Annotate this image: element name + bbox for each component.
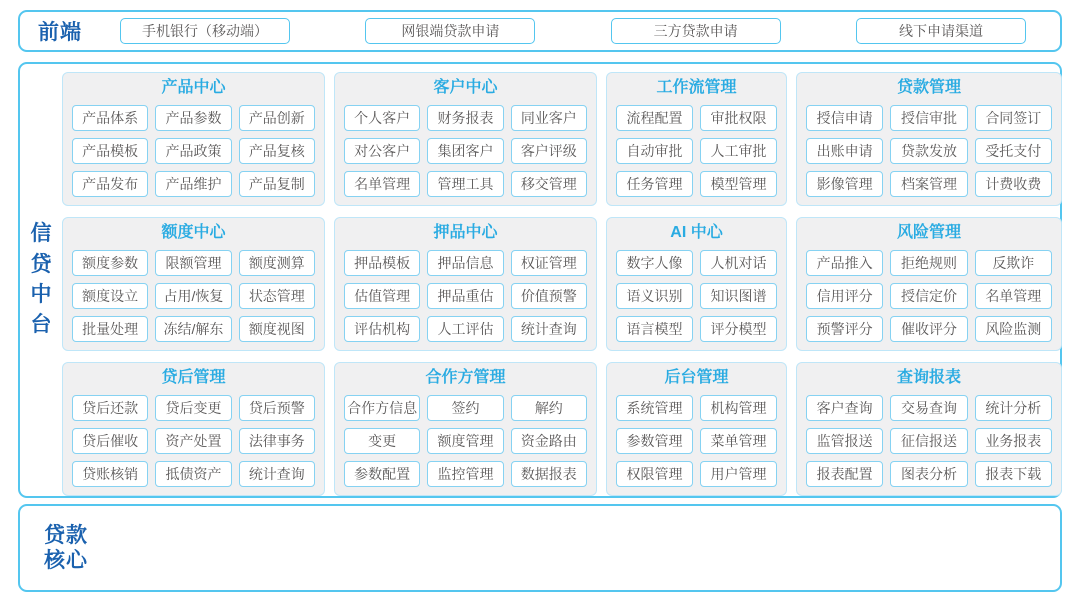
frontend-label: 前端 <box>38 21 82 44</box>
module-chip-row <box>616 428 777 454</box>
module-item: 名单管理 <box>975 283 1052 309</box>
loan-core-band <box>18 504 1062 592</box>
module-item: 资产处置 <box>155 428 231 454</box>
module-item: 签约 <box>427 395 503 421</box>
module-title: 贷款管理 <box>896 79 961 96</box>
module-panel <box>334 217 597 351</box>
module-item: 业务报表 <box>975 428 1052 454</box>
module-item: 菜单管理 <box>700 428 777 454</box>
module-item: 权证管理 <box>511 250 587 276</box>
module-panel <box>606 72 787 206</box>
module-item: 评估机构 <box>344 316 420 342</box>
module-item: 统计分析 <box>975 395 1052 421</box>
module-item: 产品发布 <box>72 171 148 197</box>
module-item: 参数管理 <box>616 428 693 454</box>
module-item: 个人客户 <box>344 105 420 131</box>
module-item: 额度视图 <box>239 316 315 342</box>
module-title: 客户中心 <box>433 79 498 96</box>
middle-platform-label-wrap <box>20 64 62 496</box>
module-panel <box>606 217 787 351</box>
module-item: 贷账核销 <box>72 461 148 487</box>
module-item: 额度测算 <box>239 250 315 276</box>
module-item: 任务管理 <box>616 171 693 197</box>
module-item: 监管报送 <box>806 428 883 454</box>
module-item: 统计查询 <box>511 316 587 342</box>
module-item: 催收评分 <box>890 316 967 342</box>
module-title: 产品中心 <box>161 79 226 96</box>
module-item: 图表分析 <box>890 461 967 487</box>
module-item: 系统管理 <box>616 395 693 421</box>
module-title: 工作流管理 <box>656 79 737 96</box>
module-item: 风险监测 <box>975 316 1052 342</box>
module-item: 出账申请 <box>806 138 883 164</box>
module-item: 计费收费 <box>975 171 1052 197</box>
module-panel <box>62 217 325 351</box>
module-chip-row <box>616 138 777 164</box>
module-item: 产品模板 <box>72 138 148 164</box>
module-chip-row <box>344 428 587 454</box>
module-item: 抵债资产 <box>155 461 231 487</box>
module-chip-row <box>344 316 587 342</box>
module-item: 受托支付 <box>975 138 1052 164</box>
module-item: 客户查询 <box>806 395 883 421</box>
module-chip-row <box>806 461 1052 487</box>
module-title: 风险管理 <box>896 224 961 241</box>
module-item: 限额管理 <box>155 250 231 276</box>
module-item: 集团客户 <box>427 138 503 164</box>
module-item: 资金路由 <box>511 428 587 454</box>
module-item: 押品信息 <box>427 250 503 276</box>
module-chip-row <box>616 461 777 487</box>
module-chip-row <box>616 395 777 421</box>
module-item: 估值管理 <box>344 283 420 309</box>
module-chip-row <box>72 395 315 421</box>
module-panel <box>796 362 1062 496</box>
module-chip-row <box>616 250 777 276</box>
module-chip-row <box>806 105 1052 131</box>
module-item: 产品复制 <box>239 171 315 197</box>
module-item: 信用评分 <box>806 283 883 309</box>
module-chip-row <box>806 316 1052 342</box>
module-item: 授信定价 <box>890 283 967 309</box>
module-item: 征信报送 <box>890 428 967 454</box>
module-item: 贷后预警 <box>239 395 315 421</box>
module-item: 流程配置 <box>616 105 693 131</box>
module-panel <box>334 362 597 496</box>
module-item: 自动审批 <box>616 138 693 164</box>
module-title: 合作方管理 <box>425 369 506 386</box>
module-item: 贷款发放 <box>890 138 967 164</box>
module-item: 对公客户 <box>344 138 420 164</box>
frontend-channels <box>120 18 1026 44</box>
frontend-channel: 手机银行（移动端） <box>120 18 290 44</box>
module-chip-row <box>806 171 1052 197</box>
module-item: 客户评级 <box>511 138 587 164</box>
module-item: 移交管理 <box>511 171 587 197</box>
frontend-channel: 三方贷款申请 <box>611 18 781 44</box>
module-item: 授信审批 <box>890 105 967 131</box>
module-item: 产品创新 <box>239 105 315 131</box>
module-item: 贷后还款 <box>72 395 148 421</box>
module-item: 统计查询 <box>239 461 315 487</box>
module-item: 语言模型 <box>616 316 693 342</box>
module-chip-row <box>344 138 587 164</box>
loan-core-label: 贷款核心 <box>44 523 88 572</box>
module-item: 贷后催收 <box>72 428 148 454</box>
module-item: 知识图谱 <box>700 283 777 309</box>
module-item: 状态管理 <box>239 283 315 309</box>
module-item: 人工审批 <box>700 138 777 164</box>
module-chip-row <box>72 461 315 487</box>
module-item: 报表配置 <box>806 461 883 487</box>
module-item: 用户管理 <box>700 461 777 487</box>
middle-platform-band <box>18 62 1062 498</box>
module-item: 产品体系 <box>72 105 148 131</box>
module-panel <box>334 72 597 206</box>
module-item: 授信申请 <box>806 105 883 131</box>
module-panel <box>62 362 325 496</box>
module-chip-row <box>806 395 1052 421</box>
module-item: 报表下载 <box>975 461 1052 487</box>
module-item: 权限管理 <box>616 461 693 487</box>
module-chip-row <box>616 283 777 309</box>
module-title: 押品中心 <box>433 224 498 241</box>
module-item: 额度设立 <box>72 283 148 309</box>
module-panel <box>62 72 325 206</box>
module-item: 数据报表 <box>511 461 587 487</box>
module-item: 额度参数 <box>72 250 148 276</box>
module-item: 机构管理 <box>700 395 777 421</box>
module-item: 监控管理 <box>427 461 503 487</box>
module-chip-row <box>344 105 587 131</box>
module-panel <box>606 362 787 496</box>
module-item: 人工评估 <box>427 316 503 342</box>
module-item: 同业客户 <box>511 105 587 131</box>
middle-platform-label: 信贷中台 <box>30 222 52 337</box>
module-item: 参数配置 <box>344 461 420 487</box>
module-item: 产品政策 <box>155 138 231 164</box>
module-chip-row <box>616 171 777 197</box>
module-chip-row <box>806 428 1052 454</box>
module-item: 审批权限 <box>700 105 777 131</box>
module-title: 后台管理 <box>664 369 729 386</box>
module-item: 额度管理 <box>427 428 503 454</box>
module-item: 财务报表 <box>427 105 503 131</box>
module-title: 贷后管理 <box>161 369 226 386</box>
module-item: 模型管理 <box>700 171 777 197</box>
module-chip-row <box>72 105 315 131</box>
module-chip-row <box>72 283 315 309</box>
module-item: 押品重估 <box>427 283 503 309</box>
module-item: 评分模型 <box>700 316 777 342</box>
module-item: 押品模板 <box>344 250 420 276</box>
module-title: AI 中心 <box>670 224 723 241</box>
module-item: 档案管理 <box>890 171 967 197</box>
module-item: 批量处理 <box>72 316 148 342</box>
module-item: 管理工具 <box>427 171 503 197</box>
module-item: 产品复核 <box>239 138 315 164</box>
module-chip-row <box>616 316 777 342</box>
module-chip-row <box>806 138 1052 164</box>
module-chip-row <box>806 283 1052 309</box>
module-panel <box>796 72 1062 206</box>
module-item: 法律事务 <box>239 428 315 454</box>
module-title: 额度中心 <box>161 224 226 241</box>
module-panel <box>796 217 1062 351</box>
module-item: 变更 <box>344 428 420 454</box>
module-item: 冻结/解东 <box>155 316 231 342</box>
module-chip-row <box>72 171 315 197</box>
module-item: 语义识别 <box>616 283 693 309</box>
module-chip-row <box>344 395 587 421</box>
module-item: 数字人像 <box>616 250 693 276</box>
module-chip-row <box>72 316 315 342</box>
module-title: 查询报表 <box>896 369 961 386</box>
module-chip-row <box>72 428 315 454</box>
module-item: 交易查询 <box>890 395 967 421</box>
frontend-channel: 线下申请渠道 <box>856 18 1026 44</box>
module-item: 影像管理 <box>806 171 883 197</box>
module-chip-row <box>72 138 315 164</box>
module-chip-row <box>344 250 587 276</box>
module-item: 产品推入 <box>806 250 883 276</box>
module-item: 反欺诈 <box>975 250 1052 276</box>
module-chip-row <box>344 171 587 197</box>
module-item: 价值预警 <box>511 283 587 309</box>
module-item: 人机对话 <box>700 250 777 276</box>
module-chip-row <box>344 461 587 487</box>
module-item: 占用/恢复 <box>155 283 231 309</box>
module-chip-row <box>806 250 1052 276</box>
modules-grid <box>62 64 1068 496</box>
module-item: 预警评分 <box>806 316 883 342</box>
module-item: 合同签订 <box>975 105 1052 131</box>
module-item: 名单管理 <box>344 171 420 197</box>
module-item: 产品维护 <box>155 171 231 197</box>
module-item: 合作方信息 <box>344 395 420 421</box>
module-item: 解约 <box>511 395 587 421</box>
module-chip-row <box>72 250 315 276</box>
frontend-channel: 网银端贷款申请 <box>365 18 535 44</box>
frontend-band <box>18 10 1062 52</box>
module-item: 拒绝规则 <box>890 250 967 276</box>
module-item: 产品参数 <box>155 105 231 131</box>
module-item: 贷后变更 <box>155 395 231 421</box>
module-chip-row <box>344 283 587 309</box>
module-chip-row <box>616 105 777 131</box>
